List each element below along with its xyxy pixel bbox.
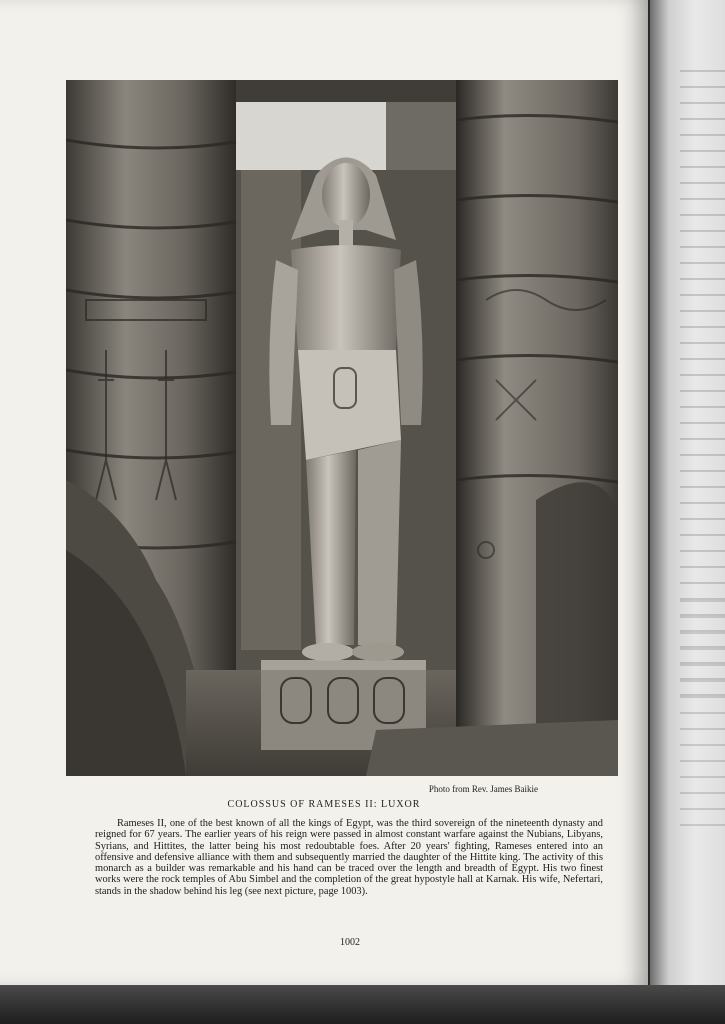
photo-credit: Photo from Rev. James Baikie [428, 784, 538, 794]
facing-page-text-lines-lower [680, 600, 725, 840]
caption-body: Rameses II, one of the best known of all the kings of Egypt, was the third sovereign of the nineteenth dynasty and reigned for 67 years. The earlier years of his reign were passed in almost constant warfare against the Nubians, Libyans, Syrians, and Hittites, the latter being his most redoubtable foes. After 20 years' fighting, Rameses entered into an offensive and defensive alliance with them and subsequently married the daughter of the Hittite king. The activity of this monarch as a builder was remarkable and his hand can be traced over the length and breadth of Egypt. His two finest works were the rock temples of Abu Simbel and the completion of the great hypostyle hall at Karnak. His wife, Nefertari, stands in the shadow behind his leg (see next picture, page 1003). [95, 818, 603, 897]
photograph [66, 80, 618, 776]
facing-page-edge [650, 0, 725, 985]
caption-title: COLOSSUS OF RAMESES II: LUXOR [227, 799, 421, 810]
colossus-photo-illustration [66, 80, 618, 776]
page-number: 1002 [340, 937, 360, 948]
book-bottom-edge [0, 985, 725, 1024]
